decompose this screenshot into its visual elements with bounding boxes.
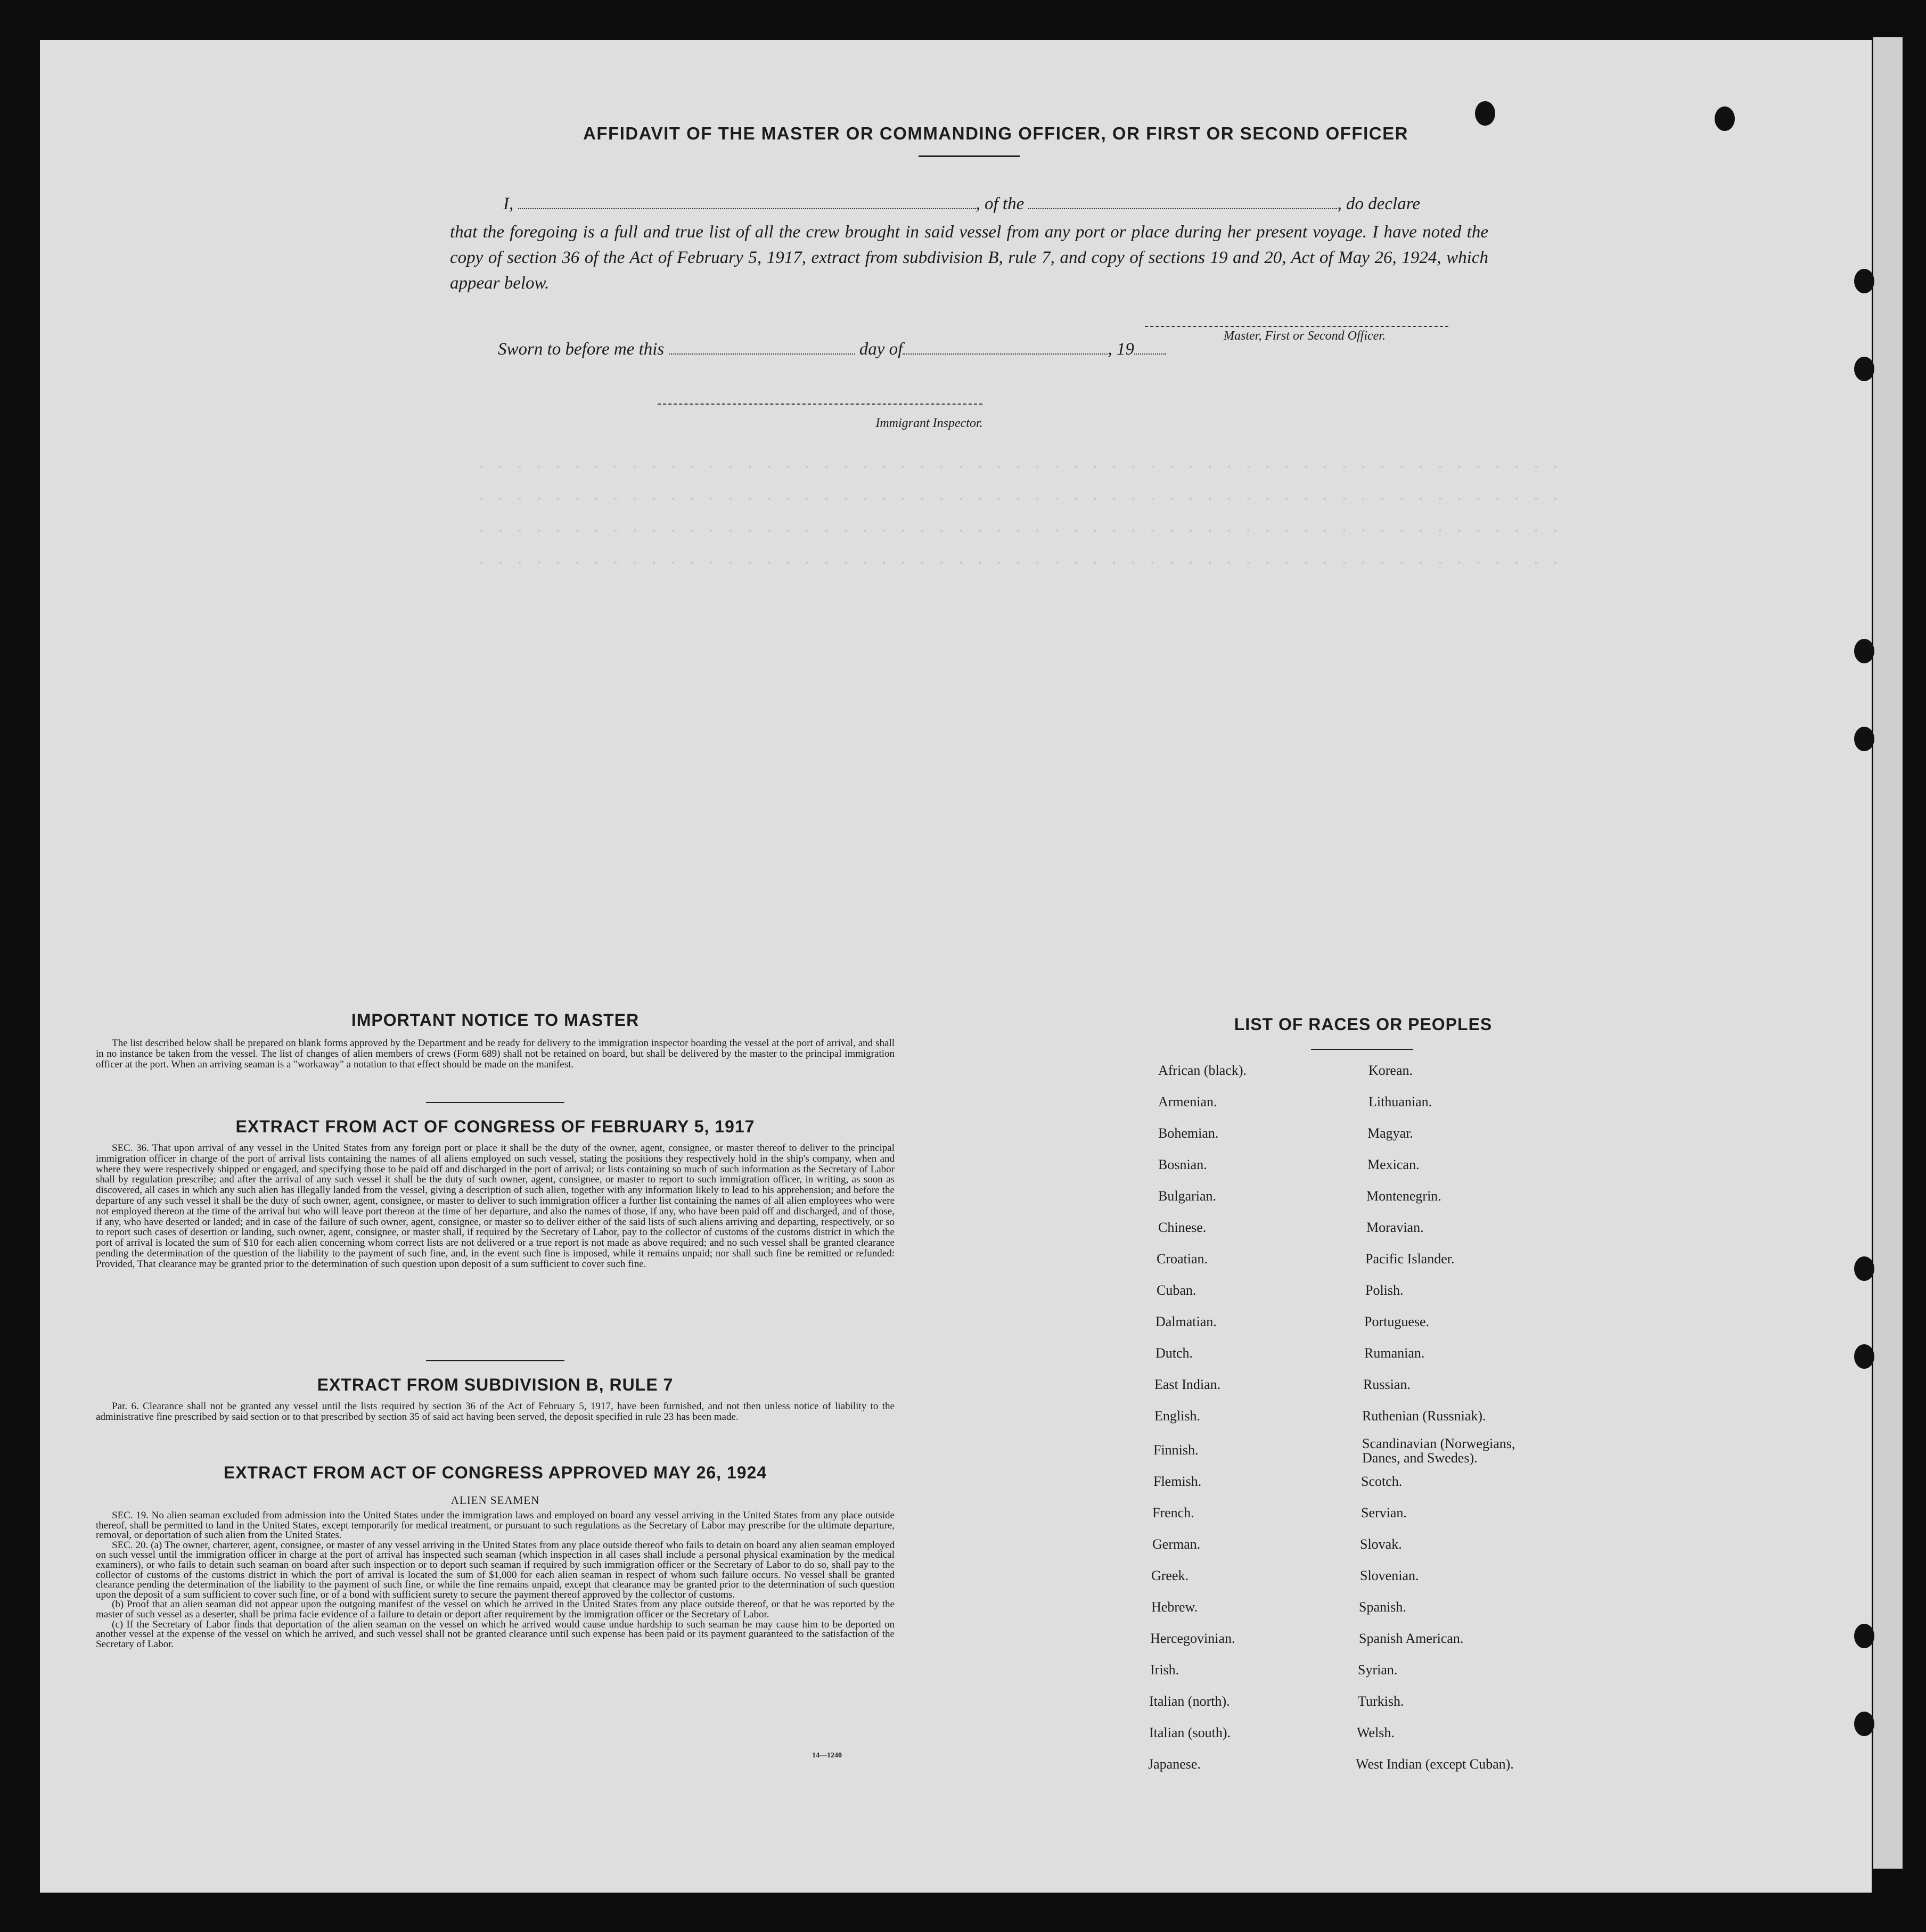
race-item: Japanese. — [1148, 1756, 1201, 1772]
rule7-paragraph: Par. 6. Clearance shall not be granted any vessel until the lists required by section 36 of the Act of February 5, 1917, have been furnished, and not then unless notice of liability to the administrative fine prescribed by said section or to that prescribed by section 35 of said act having been served, the deposit specified in rule 23 has been made. — [96, 1401, 895, 1423]
race-item: Italian (north). — [1149, 1693, 1230, 1709]
master-signature-label: Master, First or Second Officer. — [1224, 329, 1386, 343]
race-item: Dutch. — [1155, 1345, 1193, 1361]
race-item: West Indian (except Cuban). — [1356, 1756, 1514, 1772]
race-item: Flemish. — [1153, 1474, 1202, 1489]
punch-hole — [1854, 1624, 1874, 1648]
year-prefix: , 19 — [1108, 340, 1134, 359]
bleed-through: . . . . . . . . . . . . . . . . . . . . . . . . . . . . . . . . . . . . . . . . . . . . . . . . . . . . . . . . . — [477, 519, 1560, 537]
punch-hole — [1475, 101, 1495, 126]
race-item: Chinese. — [1158, 1220, 1207, 1235]
race-item: Spanish. — [1359, 1599, 1406, 1615]
race-item: Rumanian. — [1364, 1345, 1425, 1361]
race-item: Cuban. — [1157, 1282, 1196, 1298]
race-item: Lithuanian. — [1368, 1094, 1432, 1109]
race-item: Bulgarian. — [1158, 1188, 1217, 1204]
rule7-title: EXTRACT FROM SUBDIVISION B, RULE 7 — [317, 1375, 674, 1394]
bleed-through: . . . . . . . . . . . . . . . . . . . . . . . . . . . . . . . . . . . . . . . . . . . . . . . . . . . . . . . . . — [477, 455, 1560, 473]
race-item: East Indian. — [1154, 1377, 1221, 1392]
races-title-rule — [1311, 1049, 1413, 1050]
act1917-body — [96, 1143, 895, 1270]
race-item: Turkish. — [1358, 1693, 1404, 1709]
day-of-label: day of — [859, 340, 903, 359]
punch-hole — [1715, 106, 1735, 131]
declarant-prefix: I, — [503, 194, 514, 213]
punch-hole — [1854, 269, 1874, 293]
sworn-month-field[interactable] — [903, 342, 1108, 355]
race-item: German. — [1152, 1536, 1201, 1552]
race-item: Finnish. — [1153, 1442, 1199, 1458]
race-item: Polish. — [1365, 1282, 1404, 1298]
bleed-through: . . . . . . . . . . . . . . . . . . . . . . . . . . . . . . . . . . . . . . . . . . . . . . . . . . . . . . . . . — [477, 487, 1560, 505]
race-item: French. — [1152, 1505, 1194, 1520]
race-item: Portuguese. — [1364, 1314, 1430, 1329]
race-item: Moravian. — [1366, 1220, 1424, 1235]
race-item: Magyar. — [1367, 1125, 1413, 1141]
race-item: Syrian. — [1358, 1662, 1398, 1678]
punch-hole — [1854, 1344, 1874, 1369]
race-item: Bosnian. — [1158, 1157, 1207, 1172]
race-item: Croatian. — [1157, 1251, 1208, 1267]
act1924-title: EXTRACT FROM ACT OF CONGRESS APPROVED MAY 26, 1924 — [223, 1463, 767, 1482]
races-title: LIST OF RACES OR PEOPLES — [1234, 1015, 1493, 1034]
declare-label: , do declare — [1337, 194, 1420, 213]
act1924-body — [96, 1511, 895, 1649]
race-item: Irish. — [1150, 1662, 1179, 1678]
notice-body — [96, 1038, 895, 1070]
race-item: Hebrew. — [1151, 1599, 1198, 1615]
race-item: Welsh. — [1357, 1725, 1395, 1740]
sworn-year-field[interactable] — [1134, 342, 1166, 355]
sworn-prefix: Sworn to before me this — [498, 340, 665, 359]
act1924-subtitle: ALIEN SEAMEN — [450, 1494, 540, 1507]
notice-paragraph: The list described below shall be prepared on blank forms approved by the Department and be ready for delivery to the immigration inspector boarding the vessel at the port of arrival, and shall in no instance be taken from the vessel. The list of changes of alien members of crews (Form 689) shall not be retained on board, but shall be delivered by the master to the principal immigration officer at the port. When an arriving seaman is a "workaway" a notation to that effect should be made on the manifest. — [96, 1038, 895, 1070]
inspector-signature-line[interactable] — [658, 404, 982, 405]
affidavit-title: AFFIDAVIT OF THE MASTER OR COMMANDING OFFICER, OR FIRST OR SECOND OFFICER — [583, 124, 1408, 143]
title-rule — [919, 155, 1020, 157]
act1924-sec19: SEC. 19. No alien seaman excluded from admission into the United States under the immigration laws and employed on board any vessel arriving in the United States from any place outside thereof, shall be permitted to land in the United States, except temporarily for medical treatment, or pursuant to such regulations as the Secretary of Labor may prescribe for the ultimate departure, removal, or deportation of such alien from the United States. — [96, 1510, 895, 1541]
declarant-name-field[interactable] — [518, 196, 976, 209]
act1924-sec20a: SEC. 20. (a) The owner, charterer, agent, consignee, or master of any vessel arriving in the United States from any place outside thereof who fails to detain on board any alien seaman employed on such vessel until the immigration officer in charge at the port of arrival has inspected such seaman (which inspection in all cases shall include a personal physical examination by the medical examiners), or who fails to detain such seaman on board after such inspection or to deport such seaman if required by such immigration officer or the Secretary of Labor to do so, shall pay to the collector of customs of the customs district in which the port of arrival is located the sum of $1,000 for each alien seaman in respect of whom such failure occurs. No vessel shall be granted clearance pending the determination of the liability to the payment of such fine, or while the fine remains unpaid, except that clearance may be granted prior to the determination of such question upon the deposit of a sum sufficient to cover such fine, or of a bond with sufficient surety to secure the payment thereof approved by the collector of customs. — [96, 1539, 895, 1600]
punch-hole — [1854, 639, 1874, 663]
race-item: Italian (south). — [1149, 1725, 1231, 1740]
form-number: 14—1240 — [812, 1752, 842, 1760]
inspector-signature-label: Immigrant Inspector. — [875, 416, 983, 430]
race-item: Scandinavian (Norwegians, Danes, and Swedes). — [1362, 1436, 1515, 1466]
sworn-day-field[interactable] — [669, 342, 855, 355]
race-item: Scotch. — [1361, 1474, 1403, 1489]
affidavit-body: that the foregoing is a full and true list of all the crew brought in said vessel from any port or place during her present voyage. I have noted the copy of section 36 of the Act of February 5, 1917, extract from subdivision B, rule 7, and copy of sections 19 and 20, Act of May 26, 1924, which appear below. — [450, 223, 1488, 293]
section-rule — [426, 1102, 564, 1103]
punch-hole — [1854, 727, 1874, 751]
race-item: Pacific Islander. — [1365, 1251, 1455, 1267]
race-item: Montenegrin. — [1366, 1188, 1441, 1204]
race-item: Russian. — [1363, 1377, 1411, 1392]
race-item: Spanish American. — [1359, 1631, 1464, 1646]
page-edge — [1873, 37, 1903, 1869]
rule7-body — [96, 1401, 895, 1423]
race-item: Slovak. — [1360, 1536, 1402, 1552]
section-rule — [426, 1360, 564, 1361]
bleed-through: . . . . . . . . . . . . . . . . . . . . . . . . . . . . . . . . . . . . . . . . . . . . . . . . . . . . . . . . . — [477, 551, 1560, 569]
race-item: Hercegovinian. — [1150, 1631, 1235, 1646]
act1924-sec20b: (b) Proof that an alien seaman did not appear upon the outgoing manifest of the vessel on which he arrived in the United States from any place outside thereof, or that he was reported by the master of such vessel as a deserter, shall be prima facie evidence of a failure to detain or deport after requirement by the immigration officer or the Secretary of Labor. — [96, 1599, 895, 1620]
race-item: Bohemian. — [1158, 1125, 1219, 1141]
sworn-line — [498, 340, 1166, 359]
punch-hole — [1854, 1712, 1874, 1736]
race-item: English. — [1154, 1408, 1200, 1424]
race-item: Armenian. — [1158, 1094, 1217, 1109]
vessel-name-field[interactable] — [1028, 196, 1337, 209]
race-item: Mexican. — [1367, 1157, 1420, 1172]
master-signature-line[interactable] — [1145, 326, 1448, 327]
of-the-label: , of the — [976, 194, 1025, 213]
race-item: Greek. — [1151, 1568, 1189, 1583]
act1917-section36: SEC. 36. That upon arrival of any vessel in the United States from any foreign port or place it shall be the duty of the owner, agent, consignee, or master thereof to deliver to the principal immigration officer in charge of the port of arrival lists containing the names of all aliens employed on such vessel, stating the positions they respectively hold in the ship's company, when and where they were respectively shipped or engaged, and specifying those to be paid off and discharged in the port of arrival; or lists containing so much of such information as the Secretary of Labor shall by regulation prescribe; and after the arrival of any such vessel it shall be the duty of such owner, agent, consignee, or master to report to such immigration officer, in writing, as soon as discovered, all cases in which any such alien has illegally landed from the vessel, giving a description of such alien, together with any information likely to lead to his apprehension; and before the departure of any such vessel it shall be the duty of such owner, agent, consignee, or master to deliver to such immigration officer a further list containing the names of all alien employees who were not employed thereon at the time of the arrival but who will leave port thereon at the time of her departure, and also the names of those, if any, who have been paid off and discharged, and of those, if any, who have deserted or landed; and in case of the failure of such owner, agent, consignee, or master so to deliver either of the said lists of such aliens arriving and departing, respectively, or so to report such cases of desertion or landing, such owner, agent, consignee, or master shall, if required by the Secretary of Labor, pay to the collector of customs of the customs district in which the port of arrival is located the sum of $10 for each alien concerning whom correct lists are not delivered or a true report is not made as above required; and no such vessel shall be granted clearance pending the determination of the question of the liability to the payment of such fine, and, in the event such fine is imposed, while it remains unpaid; nor shall such fine be remitted or refunded: Provided, That clearance may be granted prior to the determination of such question upon deposit of a sum sufficient to cover such fine. — [96, 1142, 895, 1270]
race-item: African (black). — [1158, 1063, 1247, 1078]
race-item: Dalmatian. — [1155, 1314, 1217, 1329]
punch-hole — [1854, 1256, 1874, 1281]
race-item: Slovenian. — [1360, 1568, 1419, 1583]
race-item: Korean. — [1368, 1063, 1413, 1078]
race-item: Ruthenian (Russniak). — [1362, 1408, 1486, 1424]
race-item: Servian. — [1361, 1505, 1407, 1520]
affidavit-declaration-line — [503, 194, 1488, 214]
act1917-title: EXTRACT FROM ACT OF CONGRESS OF FEBRUARY 5, 1917 — [235, 1117, 755, 1136]
punch-hole — [1854, 357, 1874, 381]
notice-title: IMPORTANT NOTICE TO MASTER — [351, 1010, 640, 1030]
act1924-sec20c: (c) If the Secretary of Labor finds that deportation of the alien seaman on the vessel on which he arrived would cause undue hardship to such seaman he may cause him to be deported on another vessel at the expense of the vessel on which he arrived, and such vessel shall not be granted clearance until such expense has been paid or its payment guaranteed to the satisfaction of the Secretary of Labor. — [96, 1618, 895, 1650]
